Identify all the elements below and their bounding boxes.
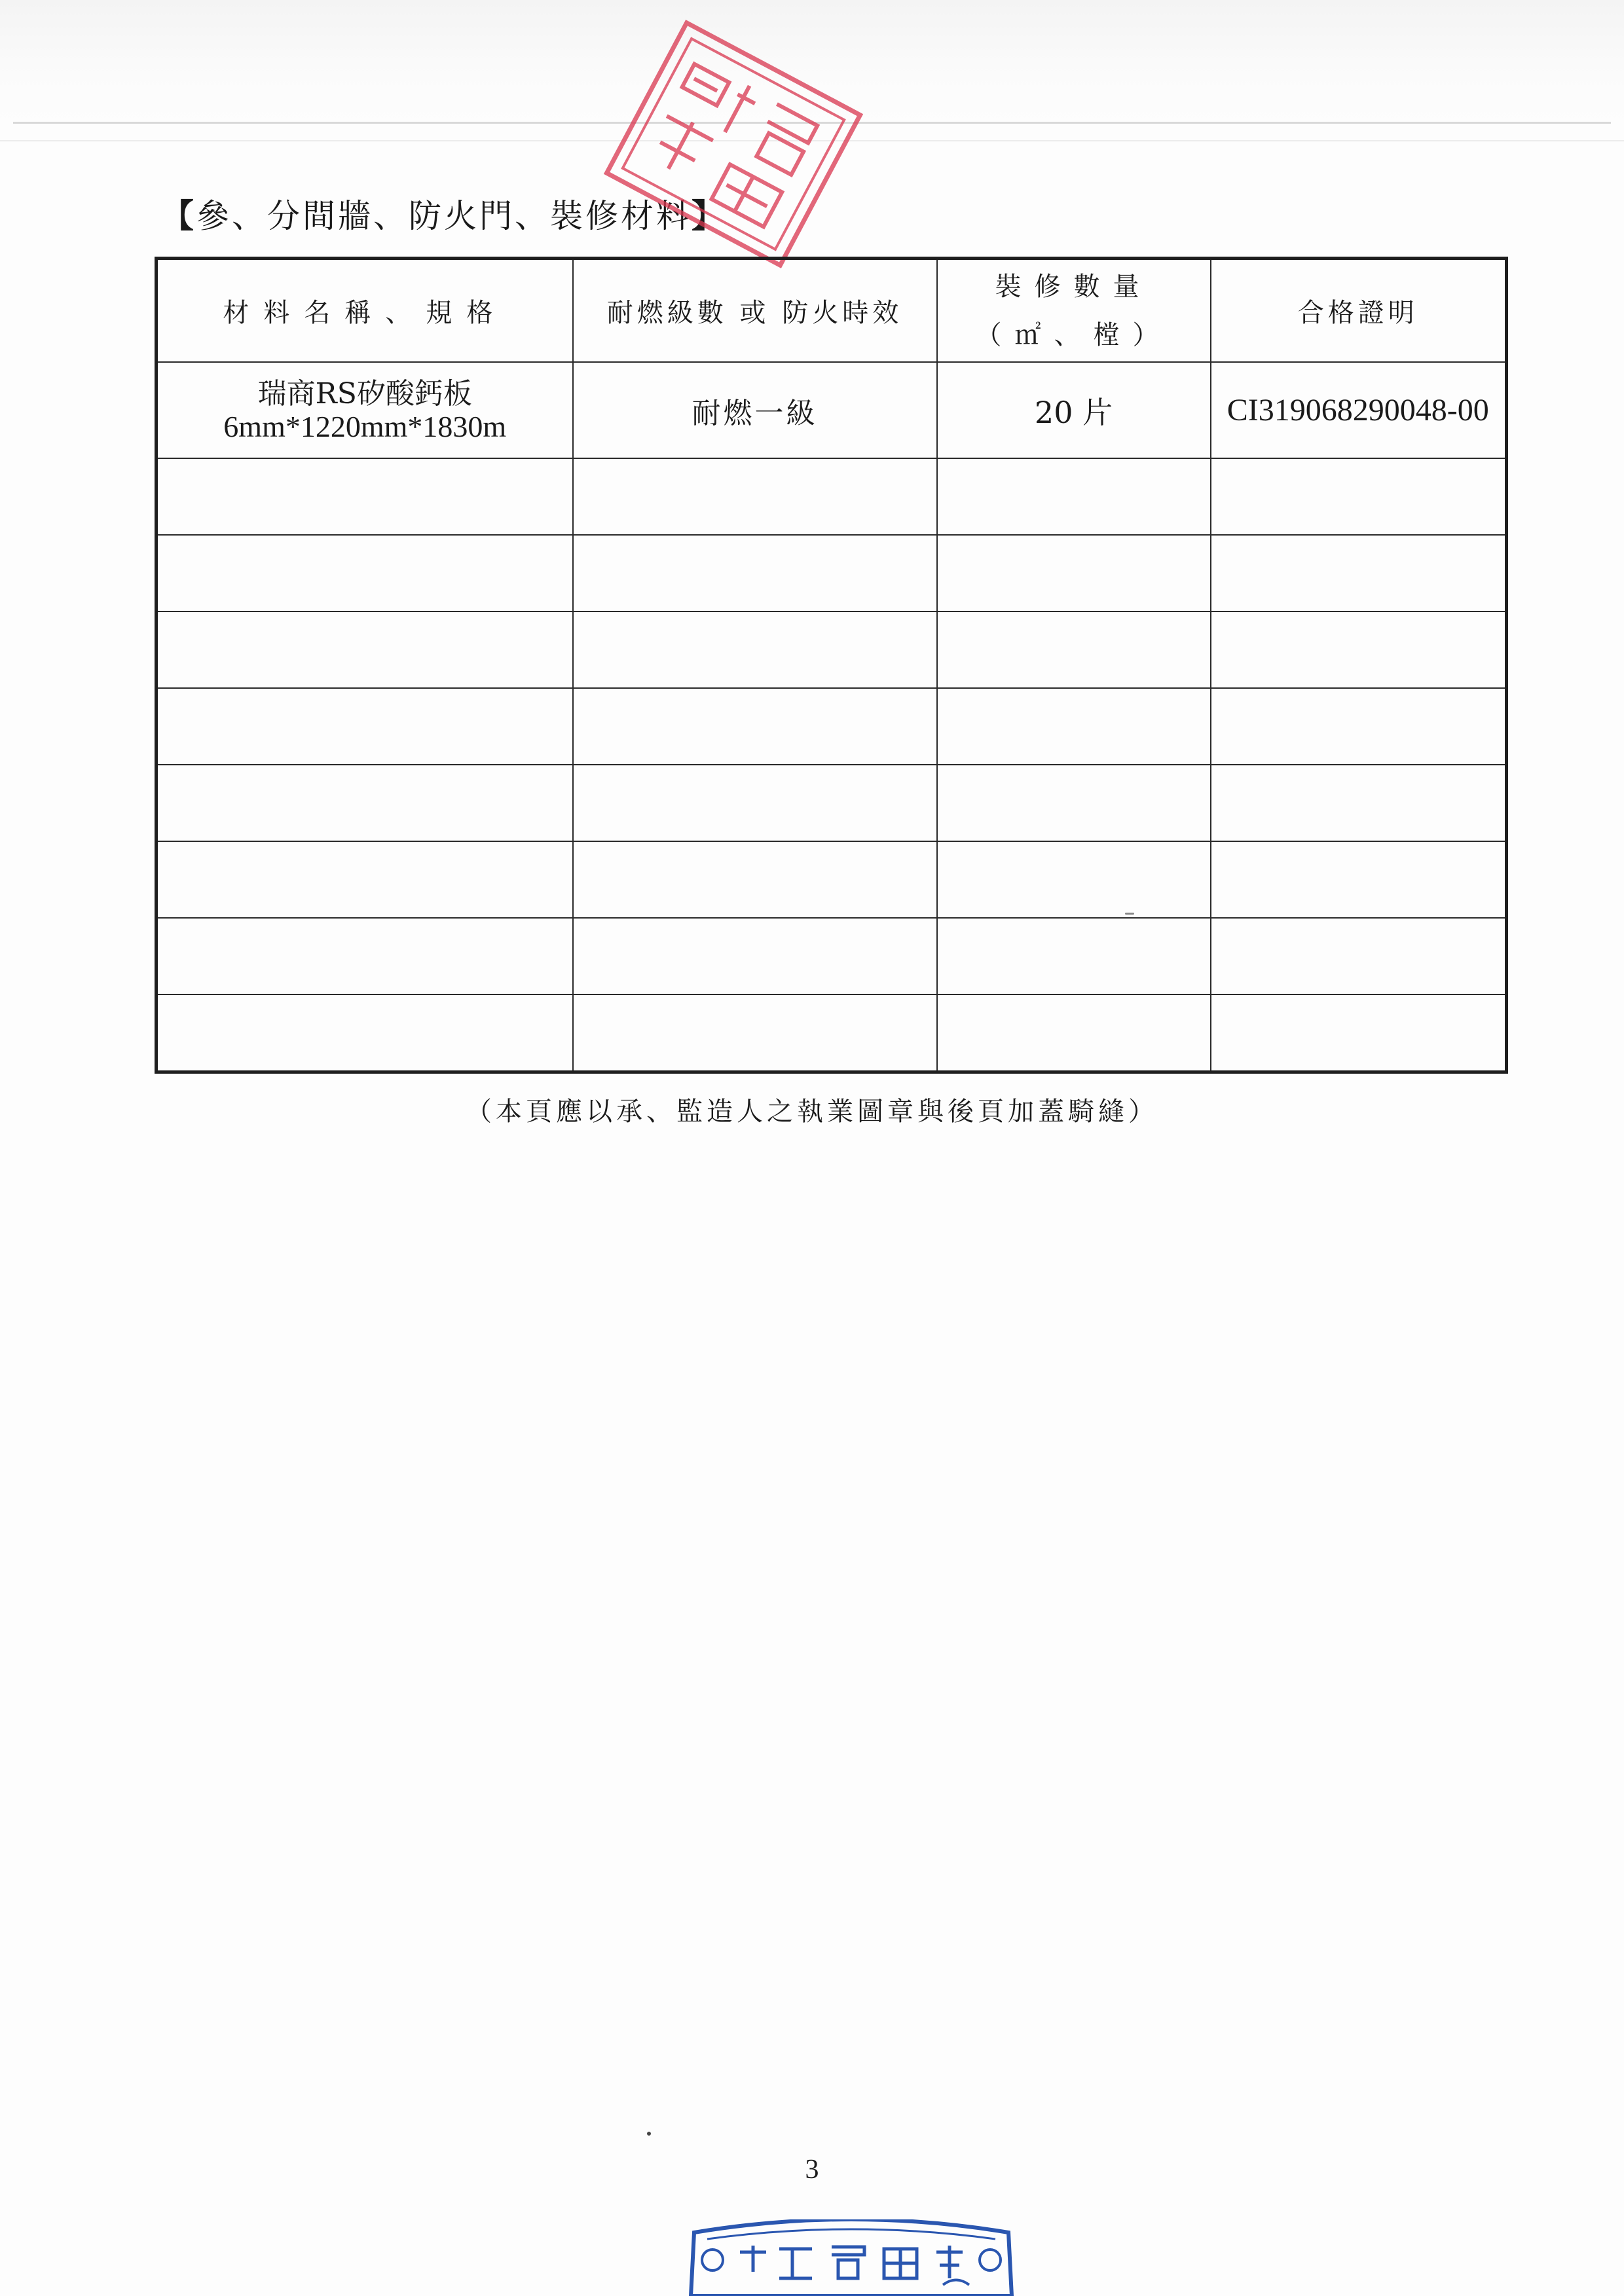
cell-material-name bbox=[157, 688, 573, 765]
cell-quantity bbox=[937, 841, 1211, 918]
cell-material-name bbox=[157, 994, 573, 1072]
cell-fire-rating bbox=[573, 765, 937, 841]
cell-material-name bbox=[157, 918, 573, 994]
table-row bbox=[157, 994, 1507, 1072]
table-row bbox=[157, 688, 1507, 765]
cell-quantity bbox=[937, 535, 1211, 611]
cell-material-name bbox=[157, 362, 573, 458]
cell-certificate bbox=[1211, 841, 1507, 918]
cell-certificate bbox=[1211, 918, 1507, 994]
header-fire-rating: 耐燃級數 或 防火時效 bbox=[573, 259, 937, 363]
cell-certificate bbox=[1211, 535, 1507, 611]
cell-certificate bbox=[1211, 688, 1507, 765]
cell-fire-rating: 耐燃一級 bbox=[573, 362, 937, 458]
header-quantity-unit: （㎡、樘） bbox=[975, 319, 1172, 350]
cell-certificate bbox=[1211, 611, 1507, 688]
blue-bottom-stamp bbox=[681, 2219, 1022, 2296]
cell-quantity: 20 片 bbox=[937, 362, 1211, 458]
scan-speck bbox=[1125, 913, 1134, 915]
cell-fire-rating bbox=[573, 458, 937, 535]
stamp-instruction-note: （本頁應以承、監造人之執業圖章與後頁加蓋騎縫） bbox=[466, 1097, 1158, 1127]
cell-fire-rating bbox=[573, 688, 937, 765]
cell-certificate bbox=[1211, 994, 1507, 1072]
cell-material-name bbox=[157, 611, 573, 688]
table-row bbox=[157, 611, 1507, 688]
scan-speck bbox=[647, 2132, 651, 2136]
red-seal-stamp bbox=[589, 20, 877, 268]
cell-material-name bbox=[157, 535, 573, 611]
table-header-row bbox=[157, 259, 1507, 363]
cell-quantity bbox=[937, 765, 1211, 841]
cell-material-name bbox=[157, 765, 573, 841]
title-close-bracket: 】 bbox=[692, 196, 727, 235]
table-row bbox=[157, 765, 1507, 841]
cell-fire-rating bbox=[573, 994, 937, 1072]
cell-certificate bbox=[1211, 458, 1507, 535]
table-row bbox=[157, 362, 1507, 458]
cell-fire-rating bbox=[573, 535, 937, 611]
material-spec-line: 6mm*1220mm*1830m bbox=[223, 409, 507, 443]
page-number: 3 bbox=[805, 2155, 819, 2185]
cell-material-name bbox=[157, 458, 573, 535]
cell-quantity bbox=[937, 458, 1211, 535]
cell-quantity bbox=[937, 611, 1211, 688]
header-quantity bbox=[937, 259, 1211, 363]
cell-fire-rating bbox=[573, 841, 937, 918]
header-certificate: 合格證明 bbox=[1211, 259, 1507, 363]
table-row bbox=[157, 458, 1507, 535]
cell-material-name bbox=[157, 841, 573, 918]
title-open-bracket: 【 bbox=[161, 196, 196, 235]
materials-table bbox=[155, 257, 1508, 1074]
header-material-name: 材料名稱、規格 bbox=[157, 259, 573, 363]
table-row bbox=[157, 918, 1507, 994]
cell-fire-rating bbox=[573, 918, 937, 994]
header-quantity-label: 裝修數量 bbox=[995, 271, 1153, 302]
cell-quantity bbox=[937, 994, 1211, 1072]
table-row bbox=[157, 535, 1507, 611]
cell-quantity bbox=[937, 918, 1211, 994]
cell-quantity bbox=[937, 688, 1211, 765]
cell-certificate: CI319068290048-00 bbox=[1211, 362, 1507, 458]
title-text: 參、分間牆、防火門、裝修材料 bbox=[196, 197, 692, 235]
table-row bbox=[157, 841, 1507, 918]
cell-fire-rating bbox=[573, 611, 937, 688]
material-name-line: 瑞商RS矽酸鈣板 bbox=[257, 376, 472, 410]
cell-certificate bbox=[1211, 765, 1507, 841]
